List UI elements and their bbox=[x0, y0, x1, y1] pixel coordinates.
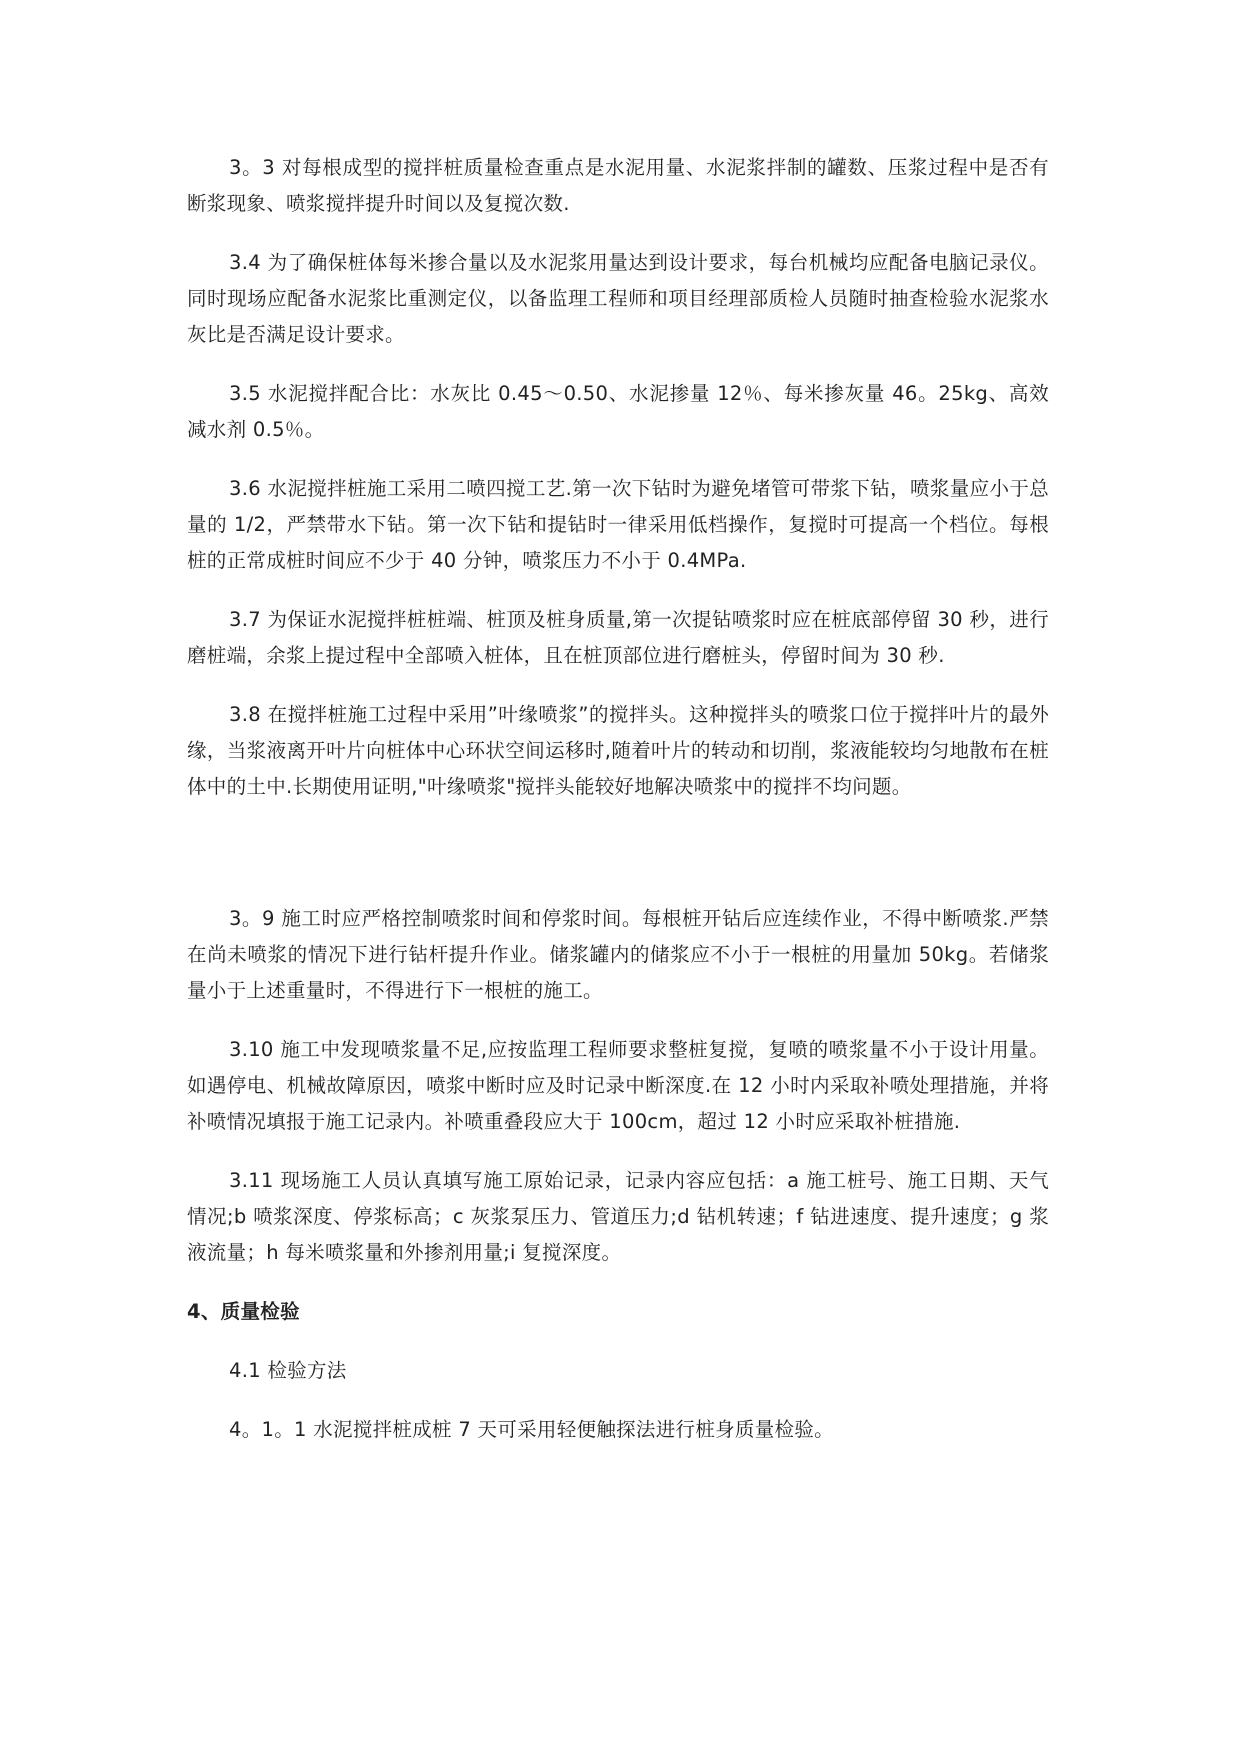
spacer bbox=[187, 353, 1049, 376]
paragraph-3-7: 3.7 为保证水泥搅拌桩桩端、桩顶及桩身质量,第一次提钻喷浆时应在桩底部停留 30 秒，进行磨桩端，余浆上提过程中全部喷入桩体，且在桩顶部位进行磨桩头，停留时间为 30 秒. bbox=[187, 608, 1049, 667]
document-body bbox=[187, 150, 1049, 1448]
spacer bbox=[187, 1009, 1049, 1032]
spacer bbox=[187, 674, 1049, 697]
paragraph-4-1: 4.1 检验方法 bbox=[229, 1359, 347, 1382]
spacer bbox=[187, 1140, 1049, 1163]
spacer bbox=[187, 222, 1049, 245]
paragraph-3-9: 3。9 施工时应严格控制喷浆时间和停浆时间。每根桩开钻后应连续作业，不得中断喷浆.严禁在尚未喷浆的情况下进行钻杆提升作业。储浆罐内的储浆应不小于一根桩的用量加 50kg。若储浆量小于上述重量时，不得进行下一根桩的施工。 bbox=[187, 907, 1049, 1002]
spacer bbox=[187, 1389, 1049, 1412]
spacer bbox=[187, 805, 1049, 901]
spacer bbox=[187, 1271, 1049, 1294]
spacer bbox=[187, 579, 1049, 602]
spacer bbox=[187, 1330, 1049, 1353]
paragraph-4-1-1: 4。1。1 水泥搅拌桩成桩 7 天可采用轻便触探法进行桩身质量检验。 bbox=[229, 1418, 834, 1441]
paragraph-3-8: 3.8 在搅拌桩施工过程中采用”叶缘喷浆”的搅拌头。这种搅拌头的喷浆口位于搅拌叶片的最外缘，当浆液离开叶片向桩体中心环状空间运移时,随着叶片的转动和切削，浆液能较均匀地散布在桩体中的土中.长期使用证明,"叶缘喷浆"搅拌头能较好地解决喷浆中的搅拌不均问题。 bbox=[187, 703, 1049, 798]
paragraph-3-5: 3.5 水泥搅拌配合比：水灰比 0.45～0.50、水泥掺量 12％、每米掺灰量 46。25kg、高效减水剂 0.5％。 bbox=[187, 382, 1049, 441]
paragraph-3-4: 3.4 为了确保桩体每米掺合量以及水泥浆用量达到设计要求，每台机械均应配备电脑记录仪。同时现场应配备水泥浆比重测定仪，以备监理工程师和项目经理部质检人员随时抽查检验水泥浆水灰比是否满足设计要求。 bbox=[187, 251, 1049, 346]
paragraph-3-6: 3.6 水泥搅拌桩施工采用二喷四搅工艺.第一次下钻时为避免堵管可带浆下钻，喷浆量应小于总量的 1/2，严禁带水下钻。第一次下钻和提钻时一律采用低档操作，复搅时可提高一个档位。每根桩的正常成桩时间应不少于 40 分钟，喷浆压力不小于 0.4MPa. bbox=[187, 477, 1049, 572]
paragraph-3-3: 3。3 对每根成型的搅拌桩质量检查重点是水泥用量、水泥浆拌制的罐数、压浆过程中是否有断浆现象、喷浆搅拌提升时间以及复搅次数. bbox=[187, 156, 1049, 215]
paragraph-3-10: 3.10 施工中发现喷浆量不足,应按监理工程师要求整桩复搅，复喷的喷浆量不小于设计用量。如遇停电、机械故障原因，喷浆中断时应及时记录中断深度.在 12 小时内采取补喷处理措施，并将补喷情况填报于施工记录内。补喷重叠段应大于 100cm，超过 12 小时应采取补桩措施. bbox=[187, 1038, 1049, 1133]
spacer bbox=[187, 448, 1049, 471]
section-heading-4: 4、质量检验 bbox=[187, 1300, 300, 1323]
paragraph-3-11: 3.11 现场施工人员认真填写施工原始记录，记录内容应包括：a 施工桩号、施工日期、天气情况;b 喷浆深度、停浆标高；c 灰浆泵压力、管道压力;d 钻机转速；f 钻进速度、提升速度；g 浆液流量；h 每米喷浆量和外掺剂用量;i 复搅深度。 bbox=[187, 1169, 1049, 1264]
